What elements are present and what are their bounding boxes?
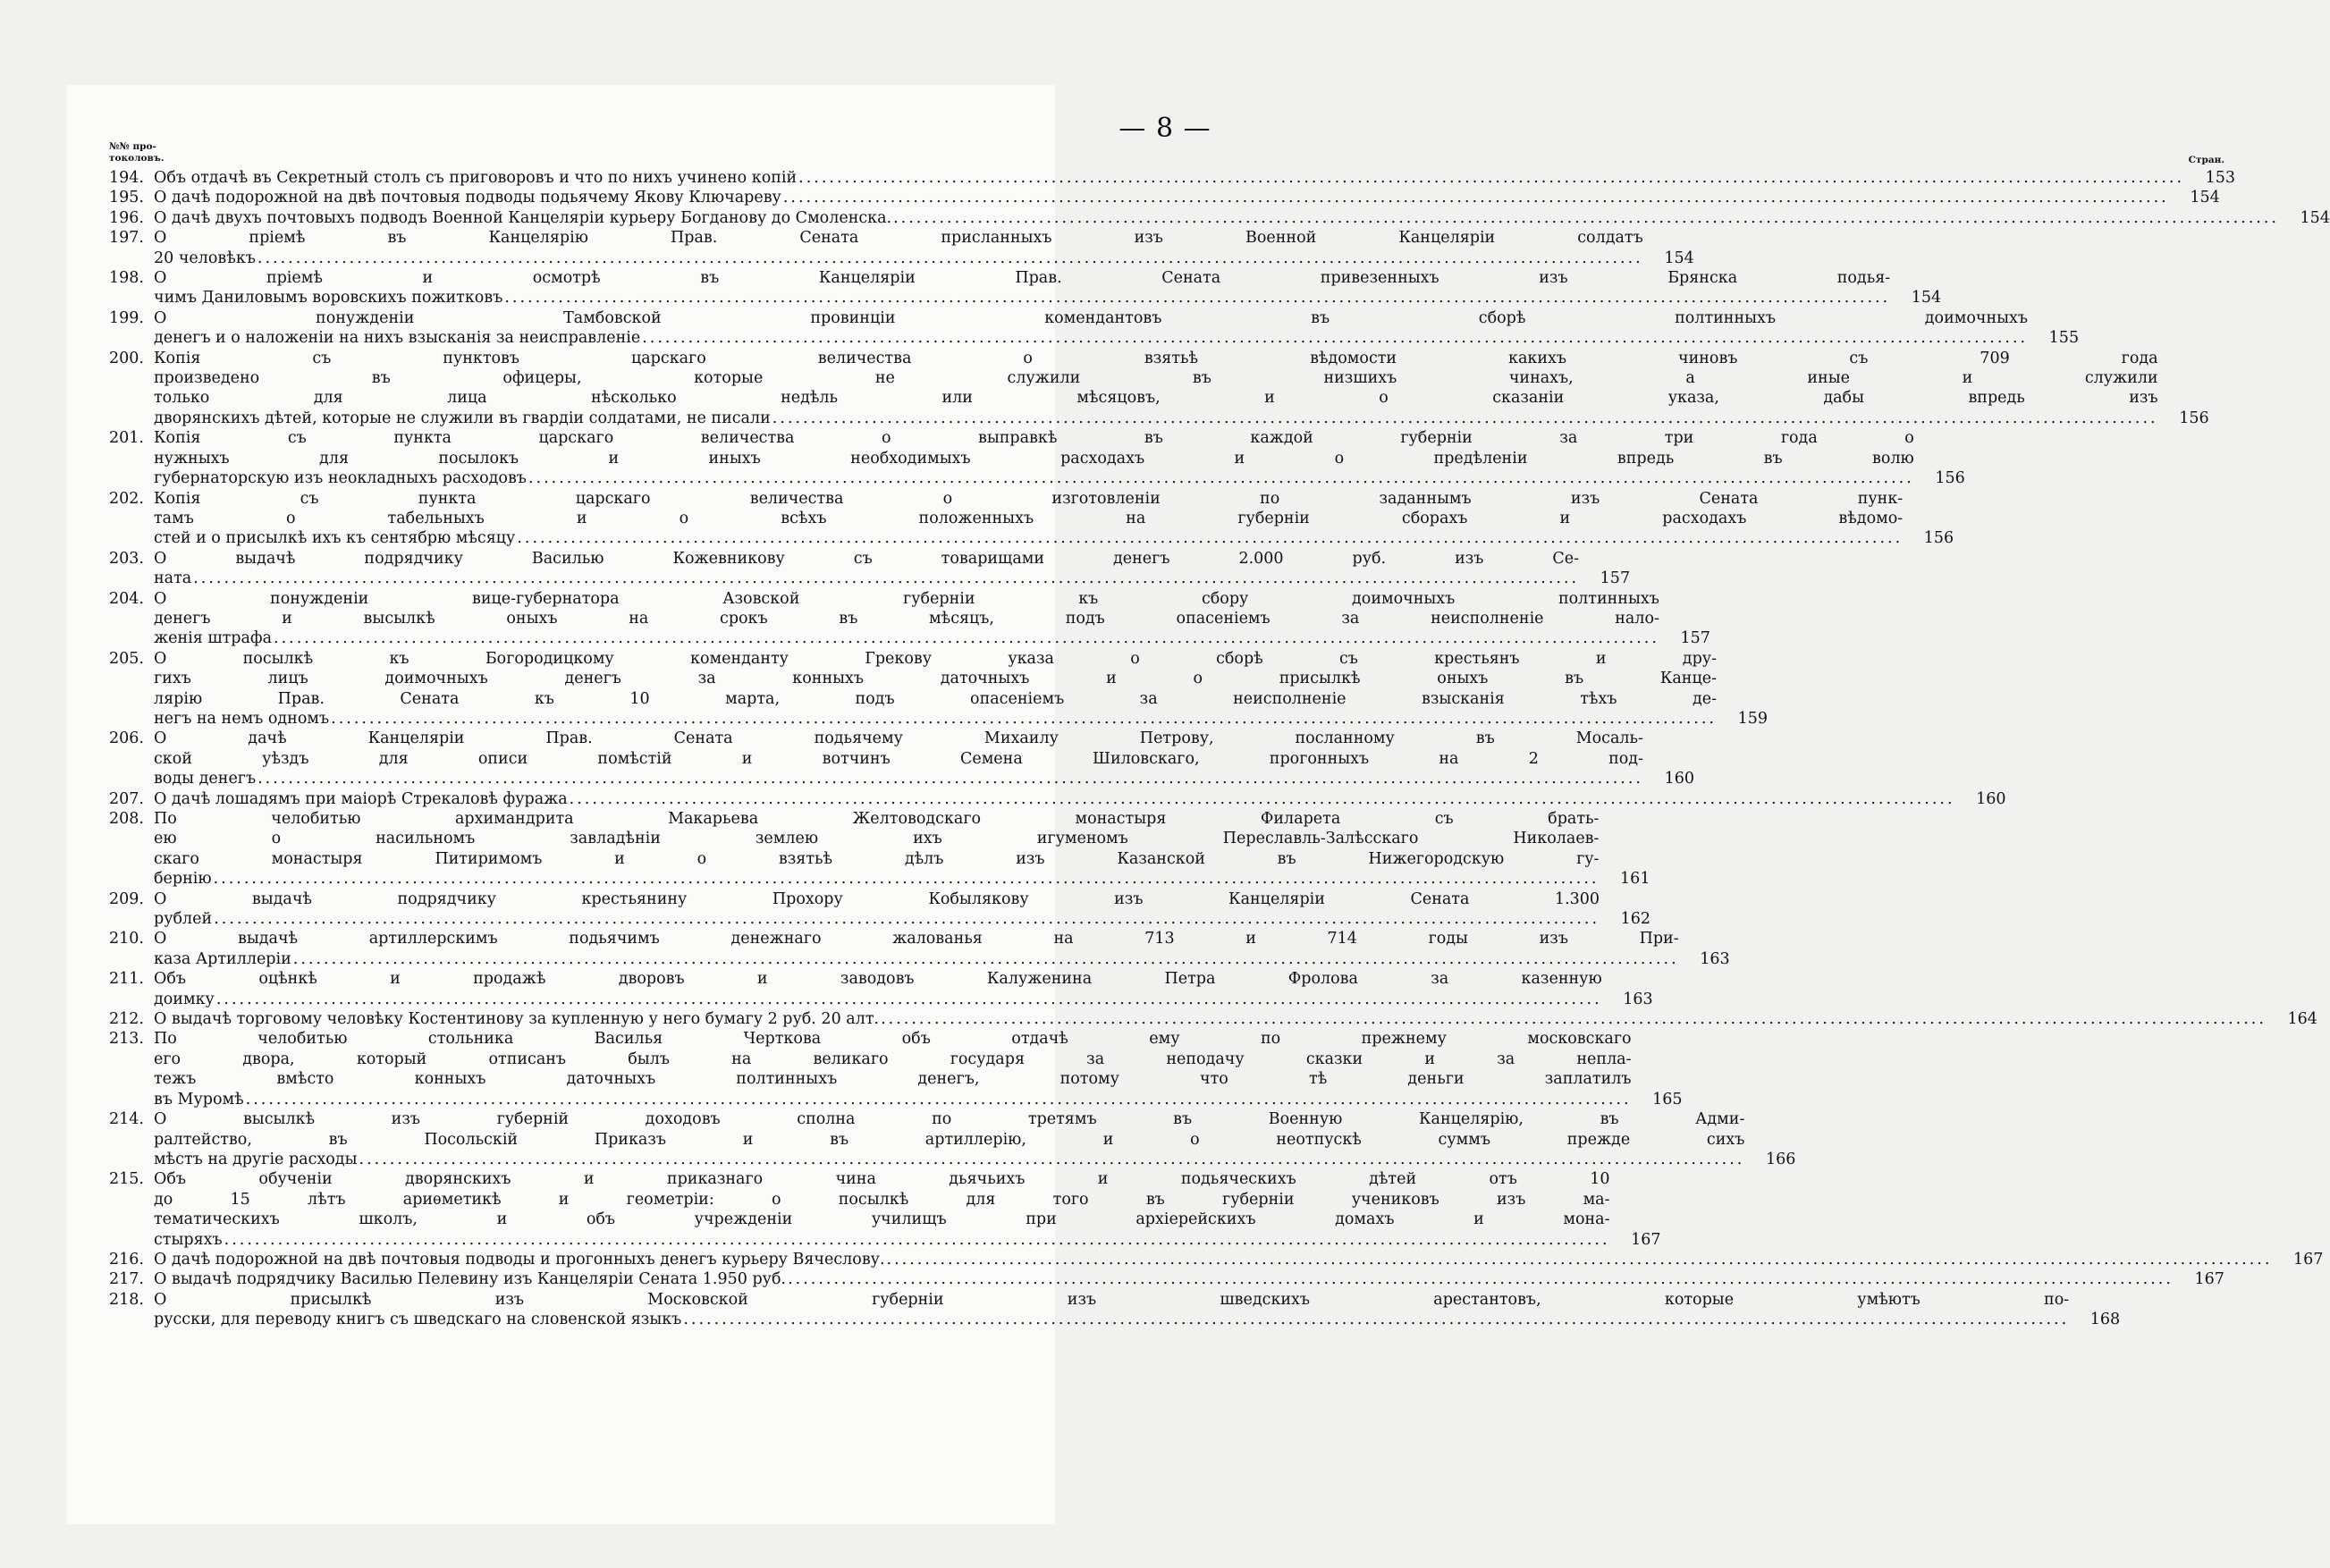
entry-text xyxy=(154,168,2195,188)
entry-line-text: женія штрафа xyxy=(154,629,273,648)
leader-dots xyxy=(329,709,1717,729)
entry-line xyxy=(154,1250,2272,1269)
entry-number: 203. xyxy=(109,549,144,568)
leader-dots xyxy=(358,1150,1745,1169)
entry-line-text: дворянскихъ дѣтей, которые не служили въ гвардіи солдатами, не писали xyxy=(154,409,771,427)
entry-number: 208. xyxy=(109,810,144,828)
page-number: — 8 — xyxy=(1119,113,1211,144)
entry-page: 153 xyxy=(2205,169,2236,187)
entry-line xyxy=(154,208,2279,228)
entry-number: 201. xyxy=(109,429,144,448)
leader-dots xyxy=(515,528,1903,548)
protocols-label-line-2: токоловъ. xyxy=(109,153,165,164)
entry-page: 163 xyxy=(1623,990,1653,1008)
entry-page: 163 xyxy=(1700,949,1730,968)
entry-line: Объ обученіи дворянскихъ и приказнаго чина дьячьихъ и подьяческихъ дѣтей отъ 10 xyxy=(154,1170,1610,1189)
entry-number: 198. xyxy=(109,269,144,288)
entry-line xyxy=(154,1090,1632,1109)
leader-dots xyxy=(212,869,1600,889)
entry-number: 210. xyxy=(109,930,144,948)
index-entry xyxy=(109,1169,1661,1250)
entry-line xyxy=(154,789,1955,809)
leader-dots xyxy=(681,1310,2069,1329)
entry-line xyxy=(154,1269,2174,1289)
entry-number: 217. xyxy=(109,1270,144,1289)
leader-dots xyxy=(891,208,2279,228)
entry-line: О пріемѣ и осмотрѣ въ Канцеляріи Прав. Сената привезенныхъ изъ Брянска подья- xyxy=(154,269,1891,288)
entry-line: денегъ и высылкѣ оныхъ на срокъ въ мѣсяцъ, подъ опасеніемъ за неисполненіе нало- xyxy=(154,609,1659,628)
index-entry xyxy=(109,489,1954,549)
entry-line xyxy=(154,328,2028,348)
entry-line: тематическихъ школъ, и объ учрежденіи училищъ при архіерейскихъ домахъ и мона- xyxy=(154,1210,1610,1229)
entry-page: 160 xyxy=(1976,789,2006,808)
entry-line: Копія съ пунктовъ царскаго величества о взятьѣ вѣдомости какихъ чиновъ съ 709 года xyxy=(154,349,2158,367)
entry-line: до 15 лѣтъ ариѳметикѣ и геометріи: о посылкѣ для того въ губерніи учениковъ изъ ма- xyxy=(154,1190,1610,1209)
entry-line xyxy=(154,1230,1610,1250)
entry-line xyxy=(154,1310,2069,1329)
entry-text xyxy=(154,268,1901,308)
entry-page: 156 xyxy=(1935,469,1965,488)
entry-line-text: негъ на немъ одномъ xyxy=(154,709,330,728)
entry-text xyxy=(154,308,2039,349)
entry-text xyxy=(154,789,1966,809)
leader-dots xyxy=(256,769,1643,788)
entry-line-text: денегъ и о наложеніи на нихъ взысканія за неисправленіе xyxy=(154,329,641,348)
index-entry xyxy=(109,649,1768,729)
leader-dots xyxy=(786,1269,2174,1289)
leader-dots xyxy=(879,1009,2267,1029)
entry-line: гихъ лицъ доимочныхъ денегъ за конныхъ даточныхъ и о присылкѣ оныхъ въ Канце- xyxy=(154,670,1717,688)
entry-number: 206. xyxy=(109,729,144,748)
entry-line xyxy=(154,869,1599,889)
entry-line-text: чимъ Даниловымъ воровскихъ пожитковъ xyxy=(154,289,503,308)
index-entry xyxy=(109,188,2220,207)
entry-line: ской уѣздъ для описи помѣстій и вотчинъ Семена Шиловскаго, прогонныхъ на 2 под- xyxy=(154,749,1643,768)
entry-line: ею о насильномъ завладѣніи землею ихъ игуменомъ Переславль-Залѣсскаго Николаев- xyxy=(154,830,1600,848)
entry-line xyxy=(154,188,2169,207)
entry-line xyxy=(154,769,1643,788)
index-entry xyxy=(109,228,1694,268)
entry-page: 160 xyxy=(1664,770,1694,788)
entry-page: 165 xyxy=(1652,1090,1683,1109)
entry-line: О понужденіи Тамбовской провинціи комендантовъ въ сборѣ полтинныхъ доимочныхъ xyxy=(154,308,2029,327)
leader-dots xyxy=(781,188,2169,207)
entry-page: 161 xyxy=(1620,870,1650,889)
entry-number: 199. xyxy=(109,308,144,327)
entry-line: О выдачѣ подрядчику Василью Кожевникову съ товарищами денегъ 2.000 руб. изъ Се- xyxy=(154,549,1580,568)
protocols-column-label xyxy=(109,141,165,164)
entry-page: 159 xyxy=(1737,709,1768,728)
entry-number: 194. xyxy=(109,169,144,187)
entry-line: тежъ вмѣсто конныхъ даточныхъ полтинныхъ денегъ, потому что тѣ деньги заплатилъ xyxy=(154,1070,1632,1089)
entry-line: О дачѣ Канцеляріи Прав. Сената подьячему Михаилу Петрову, посланному въ Мосаль- xyxy=(154,729,1643,748)
index-entry xyxy=(109,589,1710,649)
entry-page: 162 xyxy=(1620,910,1651,929)
entry-page: 156 xyxy=(1923,529,1954,548)
entry-line: тамъ о табельныхъ и о всѣхъ положенныхъ на губерніи сборахъ и расходахъ вѣдомо- xyxy=(154,509,1904,527)
leader-dots xyxy=(215,990,1602,1009)
entry-number: 202. xyxy=(109,489,144,508)
entry-text xyxy=(154,428,1925,488)
entry-line: ралтейство, въ Посольскій Приказъ и въ артиллерію, и о неотпускѣ суммъ прежде сихъ xyxy=(154,1130,1745,1149)
entry-line: О выдачѣ артиллерскимъ подьячимъ денежнаго жалованья на 713 и 714 годы изъ При- xyxy=(154,930,1679,948)
entry-line xyxy=(154,168,2184,188)
entry-line xyxy=(154,569,1579,588)
entry-line xyxy=(154,628,1659,648)
entry-text xyxy=(154,1109,1755,1169)
entry-text xyxy=(154,969,1613,1009)
entry-line-text: губернаторскую изъ неокладныхъ расходовъ xyxy=(154,469,527,488)
index-entries xyxy=(109,168,2330,1330)
leader-dots xyxy=(797,168,2184,188)
entry-text xyxy=(154,549,1590,589)
index-entry xyxy=(109,549,1631,589)
entry-line xyxy=(154,409,2158,428)
leader-dots xyxy=(223,1230,1610,1250)
entry-page: 167 xyxy=(2194,1270,2224,1289)
entry-line-text: въ Муромѣ xyxy=(154,1090,244,1109)
index-entry xyxy=(109,1009,2317,1029)
entry-line-text: бернію xyxy=(154,870,212,889)
entry-line: скаго монастыря Питиримомъ и о взятьѣ дѣлъ изъ Казанской въ Нижегородскую гу- xyxy=(154,849,1600,868)
leader-dots xyxy=(771,409,2158,428)
entry-text xyxy=(154,729,1654,788)
entry-line-text: доимку xyxy=(154,990,215,1008)
index-entry xyxy=(109,1269,2224,1289)
entry-text xyxy=(154,809,1609,889)
leader-dots xyxy=(502,288,1890,308)
entry-number: 197. xyxy=(109,229,144,248)
entry-number: 195. xyxy=(109,189,144,207)
entry-line-text: О дачѣ двухъ почтовыхъ подводъ Военной Канцеляріи курьеру Богданову до Смоленска. xyxy=(154,208,892,227)
entry-page: 167 xyxy=(1631,1230,1661,1249)
index-entry xyxy=(109,168,2236,188)
entry-text xyxy=(154,1250,2283,1269)
entry-text xyxy=(154,1009,2277,1029)
entry-line-text: мѣстъ на другіе расходы xyxy=(154,1150,358,1168)
leader-dots xyxy=(527,468,1914,488)
entry-line: О посылкѣ къ Богородицкому коменданту Грекову указа о сборѣ съ крестьянъ и дру- xyxy=(154,649,1717,668)
entry-text xyxy=(154,1169,1621,1250)
entry-text xyxy=(154,1290,2080,1330)
entry-page: 157 xyxy=(1680,629,1710,648)
leader-dots xyxy=(191,569,1579,588)
entry-number: 212. xyxy=(109,1010,144,1029)
entry-number: 213. xyxy=(109,1030,144,1049)
entry-text xyxy=(154,649,1727,729)
entry-text xyxy=(154,589,1670,649)
entry-line-text: ната xyxy=(154,569,192,588)
entry-line: только для лица нѣсколько недѣль или мѣсяцовъ, и о сказаніи указа, дабы впредь изъ xyxy=(154,389,2158,408)
entry-number: 214. xyxy=(109,1110,144,1129)
leader-dots xyxy=(885,1250,2273,1269)
entry-number: 211. xyxy=(109,970,144,989)
entry-text xyxy=(154,208,2290,228)
entry-number: 216. xyxy=(109,1250,144,1269)
entry-text xyxy=(154,1029,1642,1109)
entry-line xyxy=(154,468,1914,488)
entry-page: 166 xyxy=(1765,1150,1796,1168)
entry-line: О понужденіи вице-губернатора Азовской губерніи къ сбору доимочныхъ полтинныхъ xyxy=(154,589,1659,608)
leader-dots xyxy=(640,328,2028,348)
entry-line: О выдачѣ подрядчику крестьянину Прохору Кобылякову изъ Канцеляріи Сената 1.300 xyxy=(154,889,1600,908)
leader-dots xyxy=(272,628,1659,648)
entry-text xyxy=(154,929,1690,969)
entry-line-text: О дачѣ подорожной на двѣ почтовыя подводы и прогонныхъ денегъ курьеру Вячеслову. xyxy=(154,1250,885,1269)
entry-line-text: русски, для переводу книгъ съ шведскаго на словенской языкъ xyxy=(154,1311,682,1329)
entry-line-text: стей и о присылкѣ ихъ къ сентябрю мѣсяцу xyxy=(154,529,516,548)
entry-page: 154 xyxy=(1664,249,1694,267)
leader-dots xyxy=(568,789,1955,809)
index-entry xyxy=(109,1029,1683,1109)
index-entry xyxy=(109,208,2330,228)
index-entry xyxy=(109,889,1651,930)
index-entry xyxy=(109,428,1965,488)
entry-page: 156 xyxy=(2179,409,2209,427)
entry-line: По челобитью стольника Василья Черткова объ отдачѣ ему по прежнему московскаго xyxy=(154,1030,1632,1049)
protocols-label-line-1: №№ про- xyxy=(109,141,156,152)
entry-page: 168 xyxy=(2089,1311,2121,1329)
entry-number: 205. xyxy=(109,649,144,668)
entry-line xyxy=(154,709,1717,729)
index-entry xyxy=(109,789,2006,809)
index-entry xyxy=(109,308,2080,349)
entry-line xyxy=(154,1150,1744,1169)
entry-line: Копія съ пункта царскаго величества о изготовленіи по заданнымъ изъ Сената пунк- xyxy=(154,489,1904,508)
entry-line xyxy=(154,528,1903,548)
index-entry xyxy=(109,809,1650,889)
entry-line: Копія съ пункта царскаго величества о выправкѣ въ каждой губерніи за три года о xyxy=(154,429,1914,448)
entry-line: произведено въ офицеры, которые не служили въ низшихъ чинахъ, а иные и служили xyxy=(154,369,2158,388)
leader-dots xyxy=(256,249,1643,268)
entry-number: 196. xyxy=(109,208,144,227)
entry-line: О высылкѣ изъ губерній доходовъ сполна по третямъ въ Военную Канцелярію, въ Адми- xyxy=(154,1110,1745,1129)
entry-page: 167 xyxy=(2292,1250,2324,1269)
page-column-label: Стран. xyxy=(2188,155,2224,165)
entry-line xyxy=(154,949,1679,969)
entry-line xyxy=(154,990,1602,1009)
entry-line xyxy=(154,909,1600,929)
entry-line: Объ оцѣнкѣ и продажѣ дворовъ и заводовъ Калуженина Петра Фролова за казенную xyxy=(154,970,1602,989)
entry-number: 200. xyxy=(109,349,144,367)
index-entry xyxy=(109,1250,2324,1269)
entry-line xyxy=(154,288,1890,308)
index-entry xyxy=(109,729,1694,788)
entry-number: 204. xyxy=(109,589,144,608)
entry-line-text: воды денегъ xyxy=(154,770,257,788)
index-entry xyxy=(109,929,1730,969)
entry-text xyxy=(154,489,1913,549)
entry-number: 218. xyxy=(109,1290,144,1309)
entry-page: 155 xyxy=(2048,329,2080,348)
entry-line: его двора, который отписанъ былъ на великаго государя за неподачу сказки и за непла- xyxy=(154,1050,1632,1068)
entry-line-text: стыряхъ xyxy=(154,1230,223,1249)
entry-line: нужныхъ для посылокъ и иныхъ необходимыхъ расходахъ и о предѣленіи впредь въ волю xyxy=(154,449,1914,468)
entry-line: О присылкѣ изъ Московской губерніи изъ шведскихъ арестантовъ, которые умѣютъ по- xyxy=(154,1290,2070,1309)
entry-page: 154 xyxy=(2190,189,2220,207)
entry-line-text: рублей xyxy=(154,910,213,929)
entry-page: 154 xyxy=(2300,208,2330,227)
leader-dots xyxy=(212,909,1600,929)
entry-line-text: О выдачѣ подрядчику Василью Пелевину изъ Канцеляріи Сената 1.950 руб. xyxy=(154,1270,787,1289)
entry-line-text: О выдачѣ торговому человѣку Костентинову за купленную у него бумагу 2 руб. 20 алт. xyxy=(154,1010,880,1029)
entry-line-text: 20 человѣкъ xyxy=(154,249,256,267)
entry-line-text: О дачѣ лошадямъ при маіорѣ Стрекаловѣ фуража xyxy=(154,789,568,808)
entry-line: лярію Прав. Сената къ 10 марта, подъ опасеніемъ за неисполненіе взысканія тѣхъ де- xyxy=(154,689,1717,708)
entry-line xyxy=(154,1009,2267,1029)
entry-line-text: Объ отдачѣ въ Секретный столъ съ приговоровъ и что по нихъ учинено копій xyxy=(154,169,798,187)
entry-text xyxy=(154,188,2180,207)
entry-line-text: каза Артиллеріи xyxy=(154,949,291,968)
index-entry xyxy=(109,1109,1796,1169)
entry-number: 207. xyxy=(109,789,144,808)
leader-dots xyxy=(244,1090,1632,1109)
entry-line: О пріемѣ въ Канцелярію Прав. Сената присланныхъ изъ Военной Канцеляріи солдатъ xyxy=(154,229,1643,248)
entry-text xyxy=(154,228,1654,268)
entry-text xyxy=(154,889,1610,930)
entry-text xyxy=(154,349,2169,429)
index-entry xyxy=(109,969,1653,1009)
entry-page: 164 xyxy=(2287,1010,2317,1029)
index-entry xyxy=(109,268,1942,308)
entry-line xyxy=(154,249,1643,268)
leader-dots xyxy=(291,949,1679,969)
entry-line-text: О дачѣ подорожной на двѣ почтовыя подводы подьячему Якову Ключареву xyxy=(154,189,781,207)
entry-number: 215. xyxy=(109,1170,144,1189)
entry-text xyxy=(154,1269,2184,1289)
entry-line: По челобитью архимандрита Макарьева Желтоводскаго монастыря Филарета съ брать- xyxy=(154,810,1600,828)
entry-page: 154 xyxy=(1911,289,1942,308)
entry-page: 157 xyxy=(1600,569,1631,588)
index-entry xyxy=(109,1290,2121,1330)
entry-number: 209. xyxy=(109,889,144,908)
index-entry xyxy=(109,349,2209,429)
